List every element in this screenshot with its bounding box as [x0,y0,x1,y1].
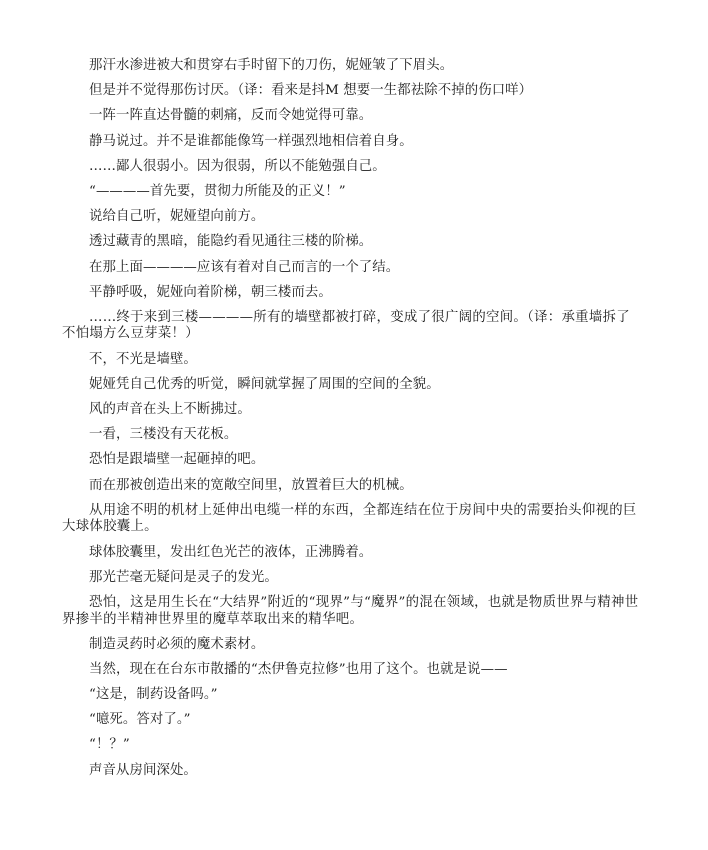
paragraph-14: 风的声音在头上不断拂过。 [89,402,251,418]
paragraph-09: 在那上面————应该有着对自己而言的一个了结。 [89,259,400,275]
paragraph-18: 从用途不明的机材上延伸出电缆一样的东西，全都连结在位于房间中央的需要抬头仰视的巨大球体胶囊上。 [62,502,637,535]
paragraph-20: 那光芒毫无疑问是灵子的发光。 [89,569,278,585]
paragraph-15: 一看，三楼没有天花板。 [89,427,238,443]
paragraph-01: 那汗水渗进被大和贯穿右手时留下的刀伤，妮娅皱了下眉头。 [89,58,454,73]
paragraph-04: 静马说过。并不是谁都能像笃一样强烈地相信着自身。 [89,133,413,149]
paragraph-16: 恐怕是跟墙壁一起砸掉的吧。 [89,452,265,468]
paragraph-27: 声音从房间深处。 [89,762,197,778]
paragraph-06: “————首先要，贯彻力所能及的正义！” [89,183,346,199]
paragraph-13: 妮娅凭自己优秀的听觉，瞬间就掌握了周围的空间的全貌。 [89,376,440,392]
paragraph-26: “！？” [89,737,130,753]
document-page [62,58,642,788]
paragraph-21: 恐怕，这是用生长在“大结界”附近的“现界”与“魔界”的混在领域，也就是物质世界与精神世界掺半的半精神世界里的魔草萃取出来的精华吧。 [62,594,639,627]
paragraph-05: ……鄙人很弱小。因为很弱，所以不能勉强自己。 [89,158,386,174]
paragraph-02: 但是并不觉得那伤讨厌。（译：看来是抖M 想要一生都祛除不掉的伤口咩） [89,83,533,99]
paragraph-08: 透过藏青的黑暗，能隐约看见通往三楼的阶梯。 [89,234,373,250]
paragraph-22: 制造灵药时必须的魔术素材。 [89,636,265,652]
paragraph-23: 当然，现在在台东市散播的“杰伊鲁克拉修”也用了这个。也就是说—— [89,661,508,677]
paragraph-25: “噫死。答对了。” [89,712,191,728]
paragraph-12: 不，不光是墙壁。 [89,351,197,367]
paragraph-19: 球体胶囊里，发出红色光芒的液体，正沸腾着。 [89,544,373,560]
paragraph-11: ……终于来到三楼————所有的墙壁都被打碎，变成了很广阔的空间。（译：承重墙拆了不怕塌方么豆芽菜！） [62,309,630,342]
paragraph-17: 而在那被创造出来的宽敞空间里，放置着巨大的机械。 [89,477,413,493]
paragraph-10: 平静呼吸，妮娅向着阶梯，朝三楼而去。 [89,284,332,300]
paragraph-07: 说给自己听，妮娅望向前方。 [89,209,265,225]
paragraph-03: 一阵一阵直达骨髓的刺痛，反而令她觉得可靠。 [89,108,373,124]
paragraph-24: “这是，制药设备吗。” [89,687,218,703]
